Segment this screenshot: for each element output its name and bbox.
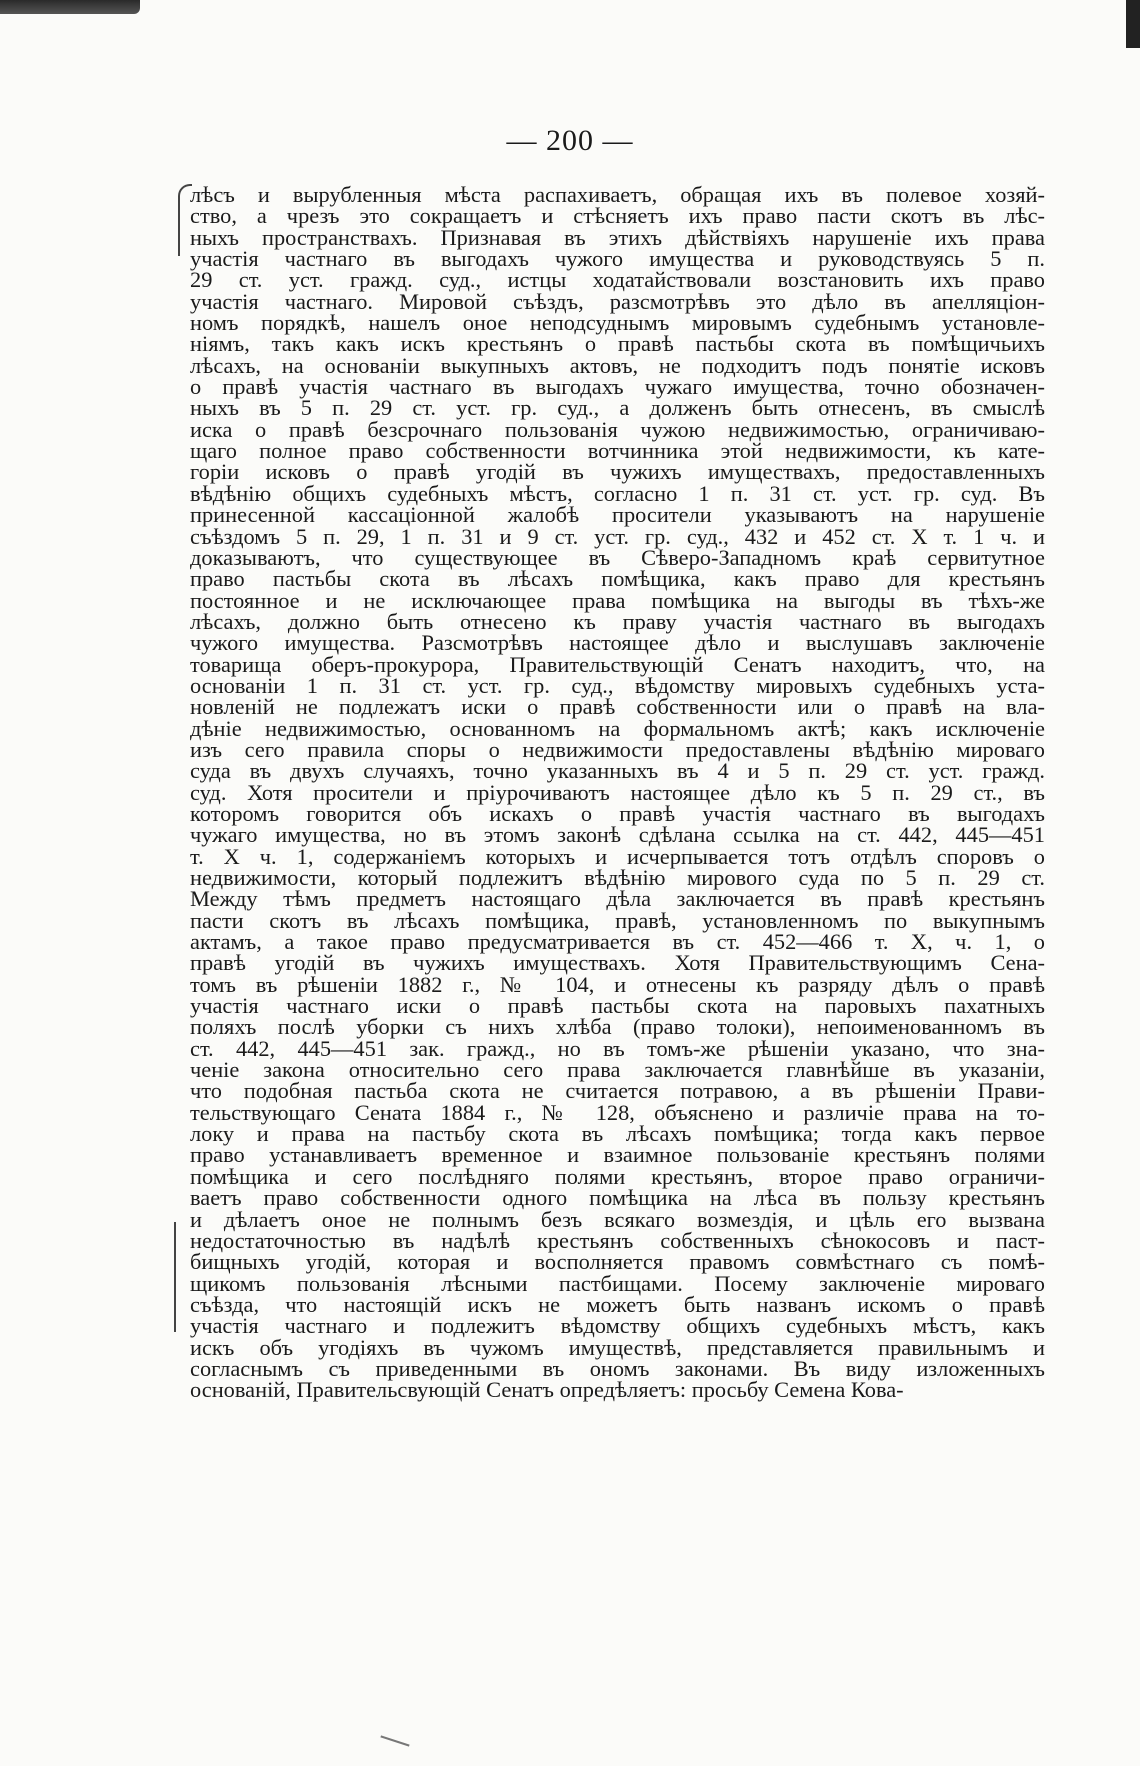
text-line: съѣзда, что настоящій искъ не можетъ быть названъ искомъ о правѣ	[190, 1291, 1045, 1317]
text-line: лѣсахъ, должно быть отнесено къ праву участія частнаго въ выгодахъ	[190, 608, 1045, 634]
text-line: чужаго имущества, но въ этомъ законѣ сдѣлана ссылка на ст. 442, 445—451	[190, 822, 1045, 848]
text-line: Между тѣмъ предметъ настоящаго дѣла заключается въ правѣ крестьянъ	[190, 886, 1045, 912]
text-line: участія частнаго въ выгодахъ чужого имущества и руководствуясь 5 п.	[190, 246, 1045, 272]
text-line: и дѣлаетъ оное не полнымъ безъ всякаго возмездія, и цѣль его вызвана	[190, 1206, 1045, 1232]
text-line: о правѣ участія частнаго въ выгодахъ чужаго имущества, точно обозначен-	[190, 374, 1045, 400]
text-line: чужого имущества. Разсмотрѣвъ настоящее дѣло и выслушавъ заключеніе	[190, 630, 1045, 656]
text-line: суда въ двухъ случаяхъ, точно указанныхъ въ 4 и 5 п. 29 ст. уст. гражд.	[190, 758, 1045, 784]
scan-edge-artifact	[1126, 0, 1140, 48]
text-line: ст. 442, 445—451 зак. гражд., но въ томъ-же рѣшеніи указано, что зна-	[190, 1035, 1045, 1061]
text-line: основаніи 1 п. 31 ст. уст. гр. суд., вѣдомству мировыхъ судебныхъ уста-	[190, 672, 1045, 698]
text-line: т. X ч. 1, содержаніемъ которыхъ и исчерпывается тотъ отдѣлъ споровъ о	[190, 843, 1045, 869]
text-line: ніямъ, такъ какъ искъ крестьянъ о правѣ пастьбы скота въ помѣщичьихъ	[190, 331, 1045, 357]
text-line: щаго полное право собственности вотчинника этой недвижимости, къ кате-	[190, 438, 1045, 464]
text-line: тельствующаго Сената 1884 г., № 128, объяснено и различіе права на то-	[190, 1099, 1045, 1125]
text-line: 29 ст. уст. гражд. суд., истцы ходатайствовали возстановить ихъ право	[190, 267, 1045, 293]
text-line: товарища оберъ-прокурора, Правительствующій Сенатъ находитъ, что, на	[190, 651, 1045, 677]
text-line: съѣздомъ 5 п. 29, 1 п. 31 и 9 ст. уст. гр. суд., 432 и 452 ст. X т. 1 ч. и	[190, 523, 1045, 549]
text-line: искъ объ угодіяхъ въ чужомъ имуществѣ, представляется правильнымъ и	[190, 1334, 1045, 1360]
text-line: номъ порядкѣ, нашелъ оное неподсуднымъ мировымъ судебнымъ установле-	[190, 310, 1045, 336]
text-line: ныхъ въ 5 п. 29 ст. уст. гр. суд., а долженъ быть отнесенъ, въ смыслѣ	[190, 395, 1045, 421]
text-line: постоянное и не исключающее права помѣщика на выгоды въ тѣхъ-же	[190, 587, 1045, 613]
text-line: правѣ угодій въ чужихъ имуществахъ. Хотя Правительствующимъ Сена-	[190, 950, 1045, 976]
margin-mark	[174, 1222, 180, 1332]
text-line: иска о правѣ безсрочнаго пользованія чужою недвижимостью, ограничиваю-	[190, 416, 1045, 442]
text-line: пасти скотъ въ лѣсахъ помѣщика, правѣ, установленномъ по выкупнымъ	[190, 907, 1045, 933]
text-line: актамъ, а такое право предусматривается въ ст. 452—466 т. X, ч. 1, о	[190, 929, 1045, 955]
text-line: новленій не подлежатъ иски о правѣ собственности или о правѣ на вла-	[190, 694, 1045, 720]
text-line: участія частнаго иски о правѣ пастьбы скота на паровыхъ пахатныхъ	[190, 993, 1045, 1019]
text-line: право пастьбы скота въ лѣсахъ помѣщика, какъ право для крестьянъ	[190, 566, 1045, 592]
text-line: доказываютъ, что существующее въ Сѣверо-Западномъ краѣ сервитутное	[190, 544, 1045, 570]
text-line: суд. Хотя просители и пріурочиваютъ настоящее дѣло къ 5 п. 29 ст., въ	[190, 779, 1045, 805]
text-line: вѣдѣнію общихъ судебныхъ мѣстъ, согласно 1 п. 31 ст. уст. гр. суд. Въ	[190, 480, 1045, 506]
text-line: недвижимости, который подлежитъ вѣдѣнію мирового суда по 5 п. 29 ст.	[190, 865, 1045, 890]
text-line: томъ въ рѣшеніи 1882 г., № 104, и отнесены къ разряду дѣлъ о правѣ	[190, 971, 1045, 997]
text-line: право устанавливаетъ временное и взаимное пользованіе крестьянъ полями	[190, 1142, 1045, 1168]
text-line: которомъ говорится объ искахъ о правѣ участія частнаго въ выгодахъ	[190, 800, 1045, 826]
text-line: поляхъ послѣ уборки съ нихъ хлѣба (право толоки), непоименованномъ въ	[190, 1014, 1045, 1040]
text-line: ченіе закона относительно сего права заключается главнѣйше въ указаніи,	[190, 1057, 1045, 1083]
text-line: согласнымъ съ приведенными въ ономъ законами. Въ виду изложенныхъ	[190, 1355, 1045, 1381]
text-line: недостаточностью въ надѣлѣ крестьянъ собственныхъ сѣнокосовъ и паст-	[190, 1227, 1045, 1253]
text-line: щикомъ пользованія лѣсными пастбищами. Посему заключеніе мироваго	[190, 1270, 1045, 1296]
text-line: принесенной кассаціонной жалобѣ просители указываютъ на нарушеніе	[190, 502, 1045, 528]
text-line: изъ сего правила споры о недвижимости предоставлены вѣдѣнію мироваго	[190, 736, 1045, 762]
scan-edge-artifact	[0, 0, 140, 14]
text-line: основаній, Правительсвующій Сенатъ опредѣляетъ: просьбу Семена Кова-	[190, 1377, 904, 1403]
text-line: лѣсахъ, на основаніи выкупныхъ актовъ, не подходитъ подъ понятіе исковъ	[190, 352, 1045, 378]
text-line: ваетъ право собственности одного помѣщика на лѣса въ пользу крестьянъ	[190, 1185, 1045, 1211]
text-line: что подобная пастьба скота не считается потравою, а въ рѣшеніи Прави-	[190, 1078, 1045, 1104]
page-number: — 200 —	[506, 124, 634, 157]
text-line: ныхъ пространствахъ. Признавая въ этихъ дѣйствіяхъ нарушеніе ихъ права	[190, 224, 1045, 250]
scan-speck	[380, 1735, 409, 1746]
body-text	[190, 184, 1045, 1401]
text-line: локу и права на пастьбу скота въ лѣсахъ помѣщика; тогда какъ первое	[190, 1121, 1045, 1147]
text-line: помѣщика и сего послѣдняго полями крестьянъ, второе право ограничи-	[190, 1163, 1045, 1189]
text-line: горіи исковъ о правѣ угодій въ чужихъ имуществахъ, предоставленныхъ	[190, 459, 1045, 485]
text-line: дѣніе недвижимостью, основанномъ на формальномъ актѣ; какъ исключеніе	[190, 715, 1045, 741]
text-line: бищныхъ угодій, которая и восполняется правомъ совмѣстнаго съ помѣ-	[190, 1249, 1045, 1275]
text-line: ство, а чрезъ это сокращаетъ и стѣсняетъ ихъ право пасти скотъ въ лѣс-	[190, 203, 1045, 229]
text-line: лѣсъ и вырубленныя мѣста распахиваетъ, обращая ихъ въ полевое хозяй-	[190, 182, 1045, 207]
text-line: участія частнаго. Мировой съѣздъ, разсмотрѣвъ это дѣло въ апелляціон-	[190, 288, 1045, 314]
text-line: участія частнаго и подлежитъ вѣдомству общихъ судебныхъ мѣстъ, какъ	[190, 1313, 1045, 1339]
